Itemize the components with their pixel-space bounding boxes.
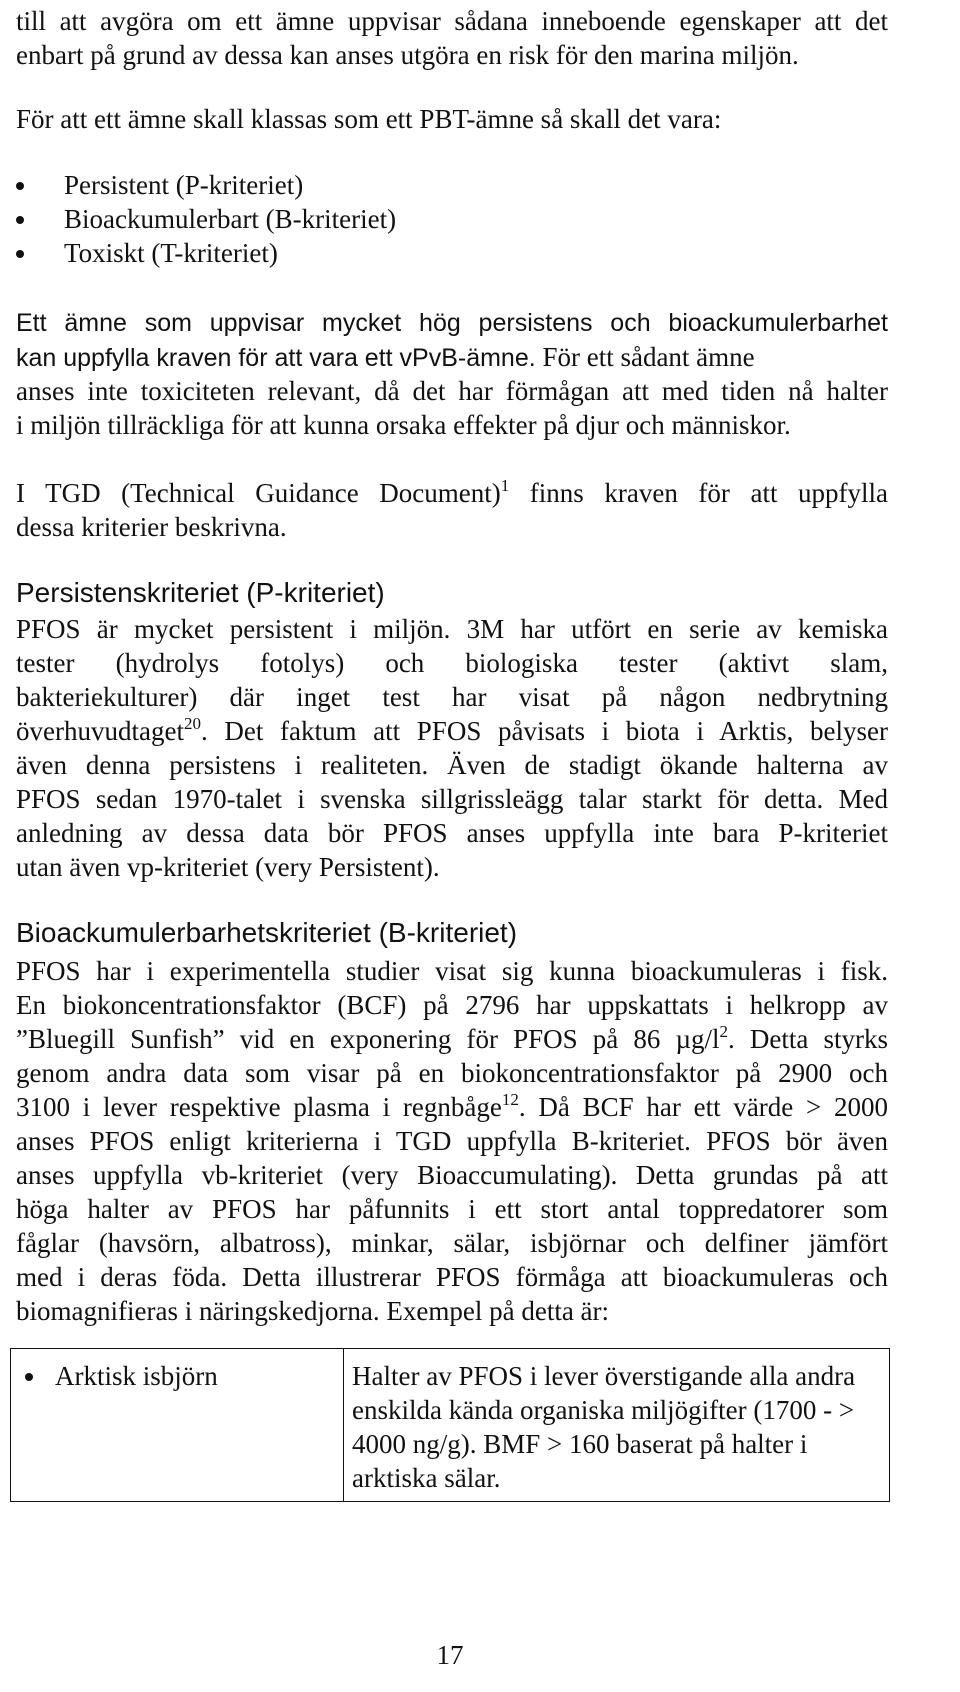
tgd-text-b: finns kraven för att uppfylla xyxy=(509,478,888,508)
table-cell-species xyxy=(11,1349,344,1502)
b-line-8: höga halter av PFOS har påfunnits i ett stort antal toppredatorer som xyxy=(16,1194,888,1224)
bullet-icon xyxy=(16,250,24,258)
b-line-3-b: . Detta styrks xyxy=(728,1024,888,1054)
section-heading-bioaccumulation: Bioackumulerbarhetskriteriet (B-kriteriet) xyxy=(16,917,518,948)
species-label: Arktisk isbjörn xyxy=(55,1361,218,1391)
bullet-icon xyxy=(25,1373,33,1381)
intro-line-1: till att avgöra om ett ämne uppvisar sådana inneboende egenskaper att det xyxy=(16,6,888,36)
b-line-7: anses uppfylla vb-kriteriet (very Bioaccumulating). Detta grundas på att xyxy=(16,1160,888,1190)
b-line-5-a: 3100 i lever respektive plasma i regnbåge xyxy=(16,1092,502,1122)
section-heading-persistence: Persistenskriteriet (P-kriteriet) xyxy=(16,577,385,608)
example-table xyxy=(10,1348,890,1502)
vpvb-line-2-serif: För ett sådant ämne xyxy=(535,342,755,372)
table-row xyxy=(11,1349,890,1502)
tgd-line-1 xyxy=(16,476,888,510)
b-line-5-b: . Då BCF har ett värde > 2000 xyxy=(518,1092,888,1122)
footnote-ref: 20 xyxy=(183,714,201,733)
b-line-3-a: ”Bluegill Sunfish” vid en exponering för PFOS på 86 µg/l xyxy=(16,1024,720,1054)
footnote-ref: 12 xyxy=(501,1090,519,1109)
b-line-5 xyxy=(16,1090,888,1124)
vpvb-line-1: Ett ämne som uppvisar mycket hög persistens och bioackumulerbarhet xyxy=(16,309,888,337)
table-cell-description xyxy=(344,1349,890,1502)
bullet-icon xyxy=(16,216,24,224)
b-line-3 xyxy=(16,1022,888,1056)
description-line: 4000 ng/g). BMF > 160 baserat på halter i xyxy=(352,1429,808,1459)
b-line-10: med i deras föda. Detta illustrerar PFOS förmåga att bioackumuleras och xyxy=(16,1262,888,1292)
description-line: arktiska sälar. xyxy=(352,1463,501,1493)
p-line-3: bakteriekulturer) där inget test har visat på någon nedbrytning xyxy=(16,682,888,712)
p-line-4-b: . Det faktum att PFOS påvisats i biota i Arktis, belyser xyxy=(200,716,888,746)
page-number: 17 xyxy=(436,1640,464,1670)
footnote-ref: 2 xyxy=(719,1022,729,1041)
b-line-1: PFOS har i experimentella studier visat sig kunna bioackumuleras i fisk. xyxy=(16,956,888,986)
bullet-icon xyxy=(16,182,24,190)
p-line-6: PFOS sedan 1970-talet i svenska sillgrissleägg talar starkt för detta. Med xyxy=(16,784,888,814)
vpvb-line-3: anses inte toxiciteten relevant, då det har förmågan att med tiden nå halter xyxy=(16,376,888,406)
b-line-11: biomagnifieras i näringskedjorna. Exempel på detta är: xyxy=(16,1296,610,1326)
p-line-2: tester (hydrolys fotolys) och biologiska tester (aktivt slam, xyxy=(16,648,888,678)
b-line-2: En biokoncentrationsfaktor (BCF) på 2796 har uppskattats i helkropp av xyxy=(16,990,888,1020)
p-line-4-a: överhuvudtaget xyxy=(16,716,184,746)
criteria-label: Persistent (P-kriteriet) xyxy=(64,170,304,200)
p-line-5: även denna persistens i realiteten. Även de stadigt ökande halterna av xyxy=(16,750,888,780)
vpvb-line-4: i miljön tillräckliga för att kunna orsaka effekter på djur och människor. xyxy=(16,410,791,440)
b-line-9: fåglar (havsörn, albatross), minkar, sälar, isbjörnar och delfiner jämfört xyxy=(16,1228,888,1258)
p-line-7: anledning av dessa data bör PFOS anses uppfylla inte bara P-kriteriet xyxy=(16,818,888,848)
vpvb-line-2-sans: kan uppfylla kraven för att vara ett vPvB-ämne. xyxy=(16,344,536,372)
description-line: enskilda kända organiska miljögifter (1700 - > xyxy=(352,1395,855,1425)
tgd-line-2: dessa kriterier beskrivna. xyxy=(16,512,287,542)
criteria-label: Bioackumulerbart (B-kriteriet) xyxy=(64,204,397,234)
p-line-4 xyxy=(16,714,888,748)
b-line-4: genom andra data som visar på en biokoncentrationsfaktor på 2900 och xyxy=(16,1058,888,1088)
criteria-label: Toxiskt (T-kriteriet) xyxy=(64,238,278,268)
p-line-1: PFOS är mycket persistent i miljön. 3M har utfört en serie av kemiska xyxy=(16,614,888,644)
tgd-text-a: I TGD (Technical Guidance Document) xyxy=(16,478,501,508)
b-line-6: anses PFOS enligt kriterierna i TGD uppfylla B-kriteriet. PFOS bör även xyxy=(16,1126,888,1156)
pbt-intro: För att ett ämne skall klassas som ett PBT-ämne så skall det vara: xyxy=(16,104,722,134)
vpvb-line-2 xyxy=(16,340,888,375)
p-line-8: utan även vp-kriteriet (very Persistent). xyxy=(16,852,440,882)
footnote-ref: 1 xyxy=(500,476,510,495)
intro-line-2: enbart på grund av dessa kan anses utgöra en risk för den marina miljön. xyxy=(16,40,799,70)
description-line: Halter av PFOS i lever överstigande alla andra xyxy=(352,1361,856,1391)
